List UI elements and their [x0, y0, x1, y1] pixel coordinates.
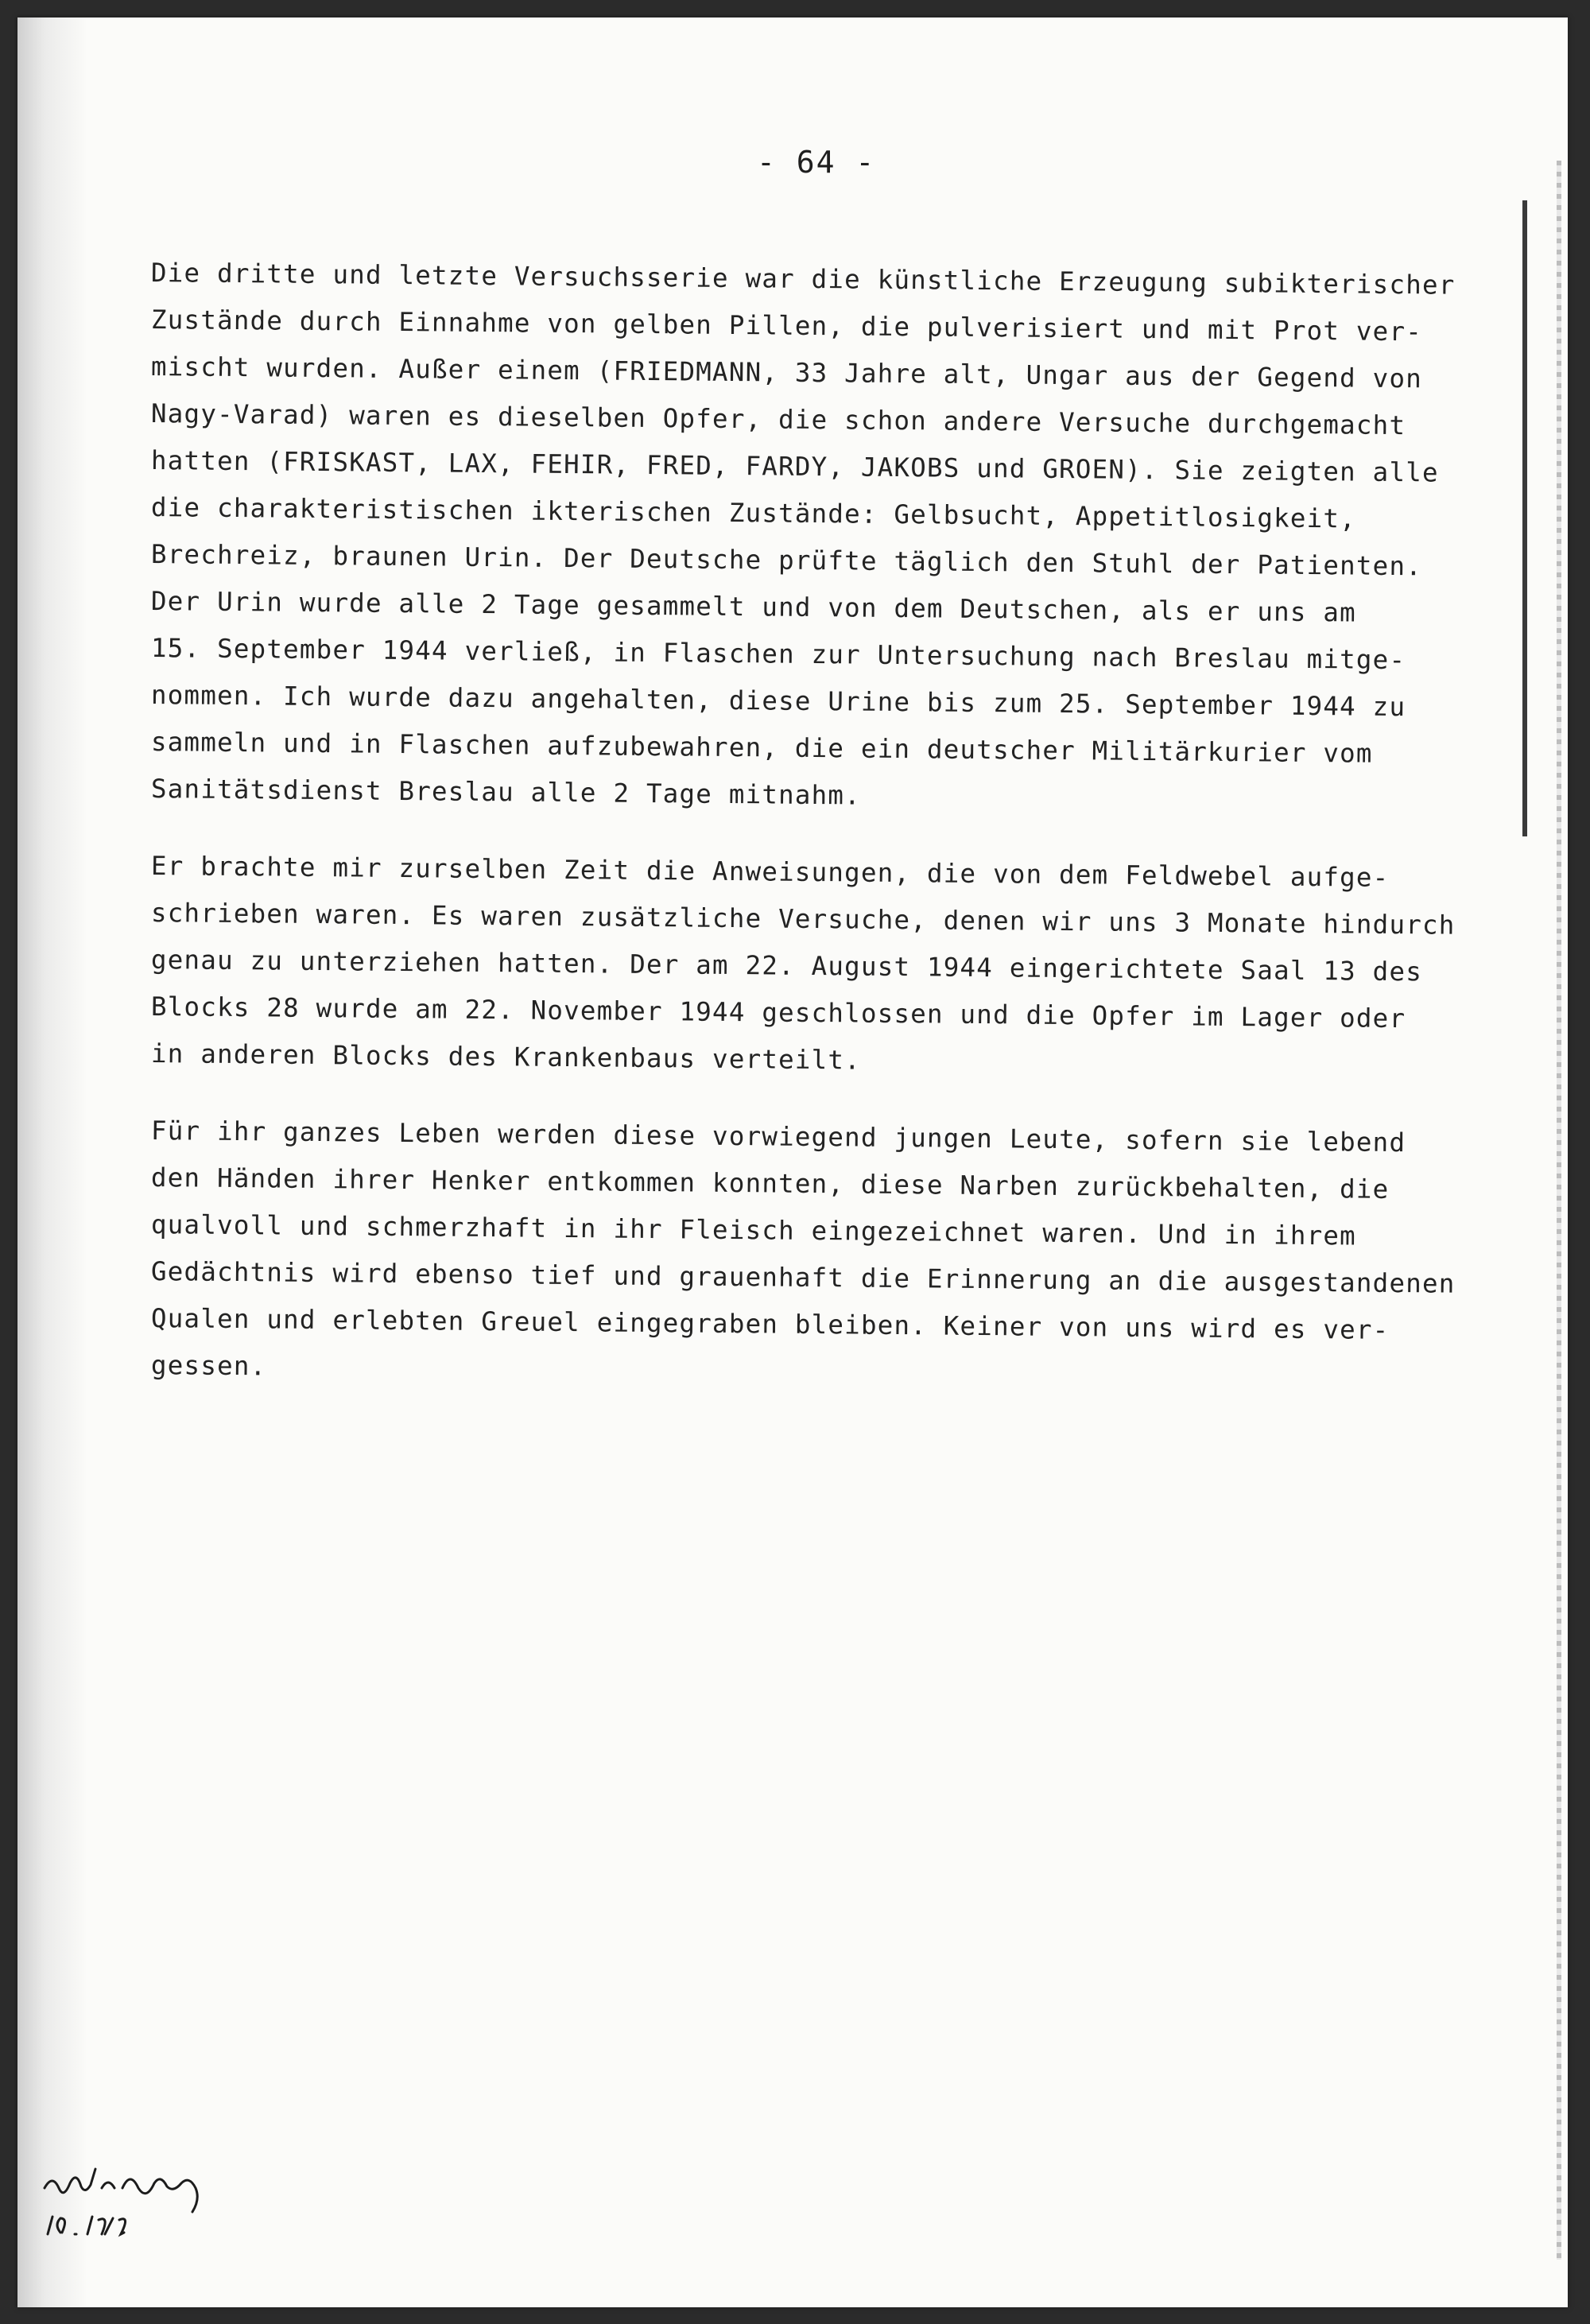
text-line: Brechreiz, braunen Urin. Der Deutsche prüfte täglich den Stuhl der Patienten.: [150, 539, 1423, 582]
text-line: gessen.: [150, 1350, 267, 1382]
text-line: schrieben waren. Es waren zusätzliche Versuche, denen wir uns 3 Monate hindurch: [150, 898, 1456, 941]
page-number: - 64 -: [757, 145, 876, 180]
text-line: Nagy-Varad) waren es dieselben Opfer, die schon andere Versuche durchgemacht: [150, 398, 1406, 441]
paragraph-1: [151, 250, 1550, 813]
text-line: hatten (FRISKAST, LAX, FEHIR, FRED, FARDY, JAKOBS und GROEN). Sie zeigten alle: [150, 445, 1439, 488]
binding-shadow: [17, 17, 86, 2307]
text-line: sammeln und in Flaschen aufzubewahren, die ein deutscher Militärkurier vom: [150, 727, 1373, 769]
paragraph-3: [151, 1108, 1550, 1389]
text-line: Qualen und erlebten Greuel eingegraben bleiben. Keiner von uns wird es ver-: [150, 1303, 1390, 1345]
paragraph-2: [151, 843, 1550, 1077]
text-line: mischt wurden. Außer einem (FRIEDMANN, 33 Jahre alt, Ungar aus der Gegend von: [150, 351, 1423, 394]
text-line: Zustände durch Einnahme von gelben Pillen, die pulverisiert und mit Prot ver-: [150, 305, 1423, 347]
text-line: Die dritte und letzte Versuchsserie war die künstliche Erzeugung subikterischer: [150, 258, 1456, 301]
text-line: Für ihr ganzes Leben werden diese vorwiegend jungen Leute, sofern sie lebend: [150, 1115, 1406, 1158]
text-line: die charakteristischen ikterischen Zustände: Gelbsucht, Appetitlosigkeit,: [150, 492, 1357, 534]
text-line: Er brachte mir zurselben Zeit die Anweisungen, die von dem Feldwebel aufge-: [150, 851, 1390, 893]
text-line: Der Urin wurde alle 2 Tage gesammelt und von dem Deutschen, als er uns am: [150, 586, 1357, 628]
page-edge-marks: [1557, 161, 1561, 2260]
text-line: 15. September 1944 verließ, in Flaschen zur Untersuchung nach Breslau mitge-: [150, 633, 1406, 676]
text-line: Blocks 28 wurde am 22. November 1944 geschlossen und die Opfer im Lager oder: [150, 991, 1406, 1034]
handwritten-signature: [40, 2164, 246, 2252]
document-page: [17, 17, 1568, 2307]
text-line: Gedächtnis wird ebenso tief und grauenhaft die Erinnerung an die ausgestandenen: [150, 1256, 1456, 1299]
text-line: in anderen Blocks des Krankenbaus verteilt.: [150, 1038, 862, 1076]
text-line: genau zu unterziehen hatten. Der am 22. August 1944 eingerichtete Saal 13 des: [150, 945, 1423, 987]
document-body: [151, 250, 1550, 1419]
text-line: nommen. Ich wurde dazu angehalten, diese Urine bis zum 25. September 1944 zu: [150, 680, 1406, 723]
text-line: qualvoll und schmerzhaft in ihr Fleisch eingezeichnet waren. Und in ihrem: [150, 1209, 1357, 1251]
text-line: den Händen ihrer Henker entkommen konnten, diese Narben zurückbehalten, die: [150, 1162, 1390, 1205]
text-line: Sanitätsdienst Breslau alle 2 Tage mitnahm.: [150, 774, 862, 811]
